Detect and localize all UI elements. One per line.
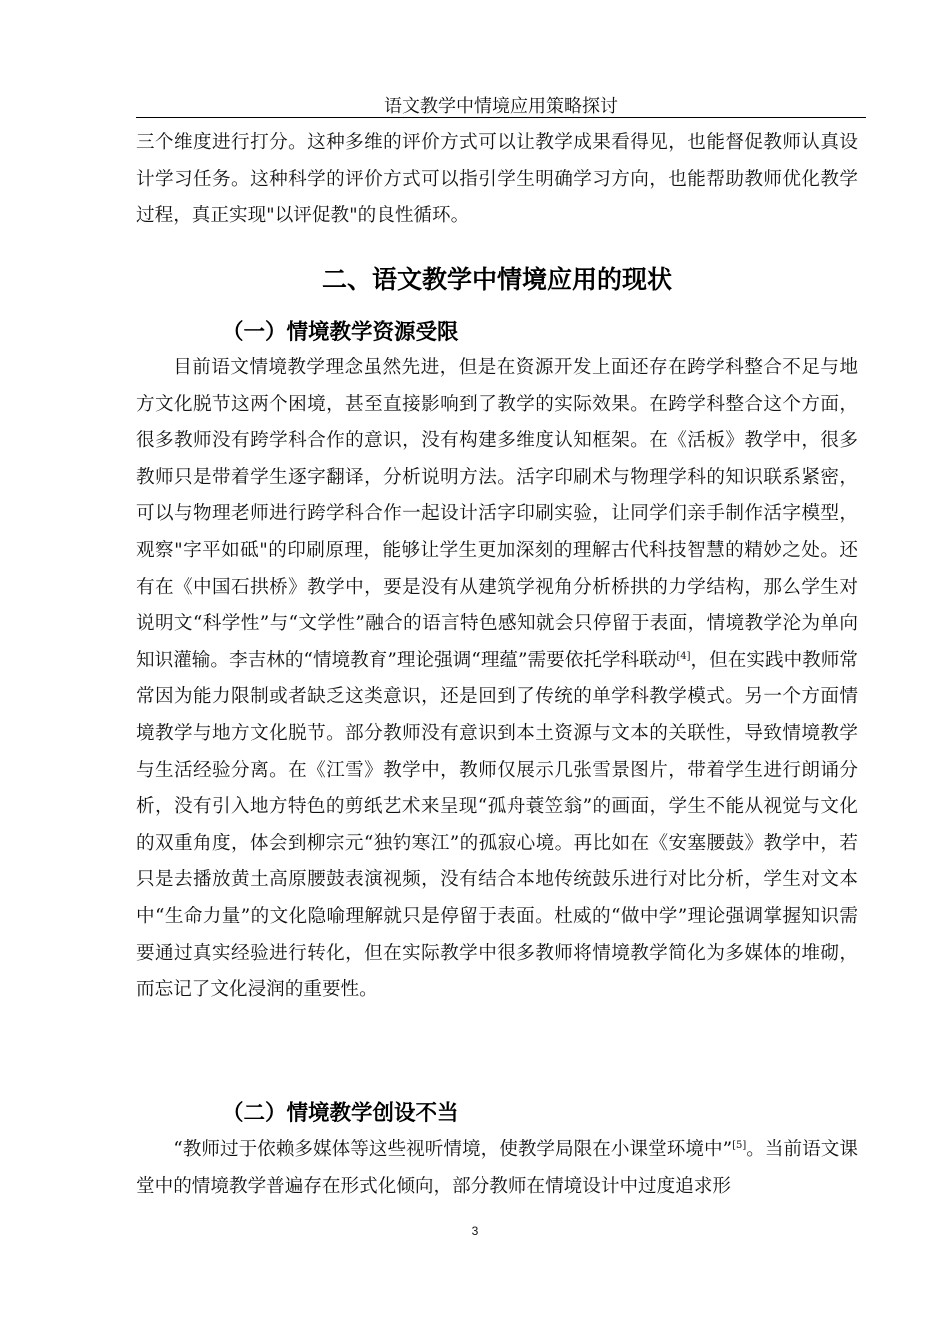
citation-ref: [5] — [732, 1139, 747, 1151]
paragraph-resources — [136, 350, 858, 1009]
paragraph-text: 。当前语文课堂中的情境教学普遍存在形式化倾向，部分教师在情境设计中过度追求形 — [136, 1139, 858, 1197]
paragraph-text: 三个维度进行打分。这种多维的评价方式可以让教学成果看得见，也能督促教师认真设计学习任务。这种科学的评价方式可以指引学生明确学习方向，也能帮助教师优化教学过程，真正实现"以评促教"的良性循环。 — [136, 132, 858, 227]
paragraph-text: “教师过于依赖多媒体等这些视听情境，使教学局限在小课堂环境中” — [173, 1139, 733, 1160]
subsection-title-resources: （一）情境教学资源受限 — [222, 320, 459, 345]
paragraph-text: 目前语文情境教学理念虽然先进，但是在资源开发上面还存在跨学科整合不足与地方文化脱节这两个困境，甚至直接影响到了教学的实际效果。在跨学科整合这个方面，很多教师没有跨学科合作的意识，没有构建多维度认知框架。在《活板》教学中，很多教师只是带着学生逐字翻译，分析说明方法。活字印刷术与物理学科的知识联系紧密，可以与物理老师进行跨学科合作一起设计活字印刷实验，让同学们亲手制作活字模型，观察"字平如砥"的印刷原理，能够让学生更加深刻的理解古代科技智慧的精妙之处。还有在《中国石拱桥》教学中，要是没有从建筑学视角分析桥拱的力学结构，那么学生对说明文“科学性”与“文学性”融合的语言特色感知就会只停留于表面，情境教学沦为单向知识灌输。李吉林的“情境教育”理论强调“理蕴”需要依托学科联动 — [136, 357, 858, 671]
paragraph-creation — [136, 1132, 858, 1205]
subsection-title-creation: （二）情境教学创设不当 — [222, 1101, 459, 1126]
page-number: 3 — [471, 1224, 479, 1238]
section-title: 二、语文教学中情境应用的现状 — [321, 265, 672, 294]
paragraph-text: ，但在实践中教师常常因为能力限制或者缺乏这类意识，还是回到了传统的单学科教学模式。另一个方面情境教学与地方文化脱节。部分教师没有意识到本土资源与文本的关联性，导致情境教学与生活经验分离。在《江雪》教学中，教师仅展示几张雪景图片，带着学生进行朗诵分析，没有引入地方特色的剪纸艺术来呈现“孤舟蓑笠翁”的画面，学生不能从视觉与文化的双重角度，体会到柳宗元“独钓寒江”的孤寂心境。再比如在《安塞腰鼓》教学中，若只是去播放黄土高原腰鼓表演视频，没有结合本地传统鼓乐进行对比分析，学生对文本中“生命力量”的文化隐喻理解就只是停留于表面。杜威的“做中学”理论强调掌握知识需要通过真实经验进行转化，但在实际教学中很多教师将情境教学简化为多媒体的堆砌，而忘记了文化浸润的重要性。 — [136, 649, 858, 1001]
header-rule — [136, 117, 866, 118]
running-header: 语文教学中情境应用策略探讨 — [384, 96, 618, 117]
paragraph-evaluation-end — [136, 125, 858, 235]
citation-ref: [4] — [676, 650, 691, 662]
